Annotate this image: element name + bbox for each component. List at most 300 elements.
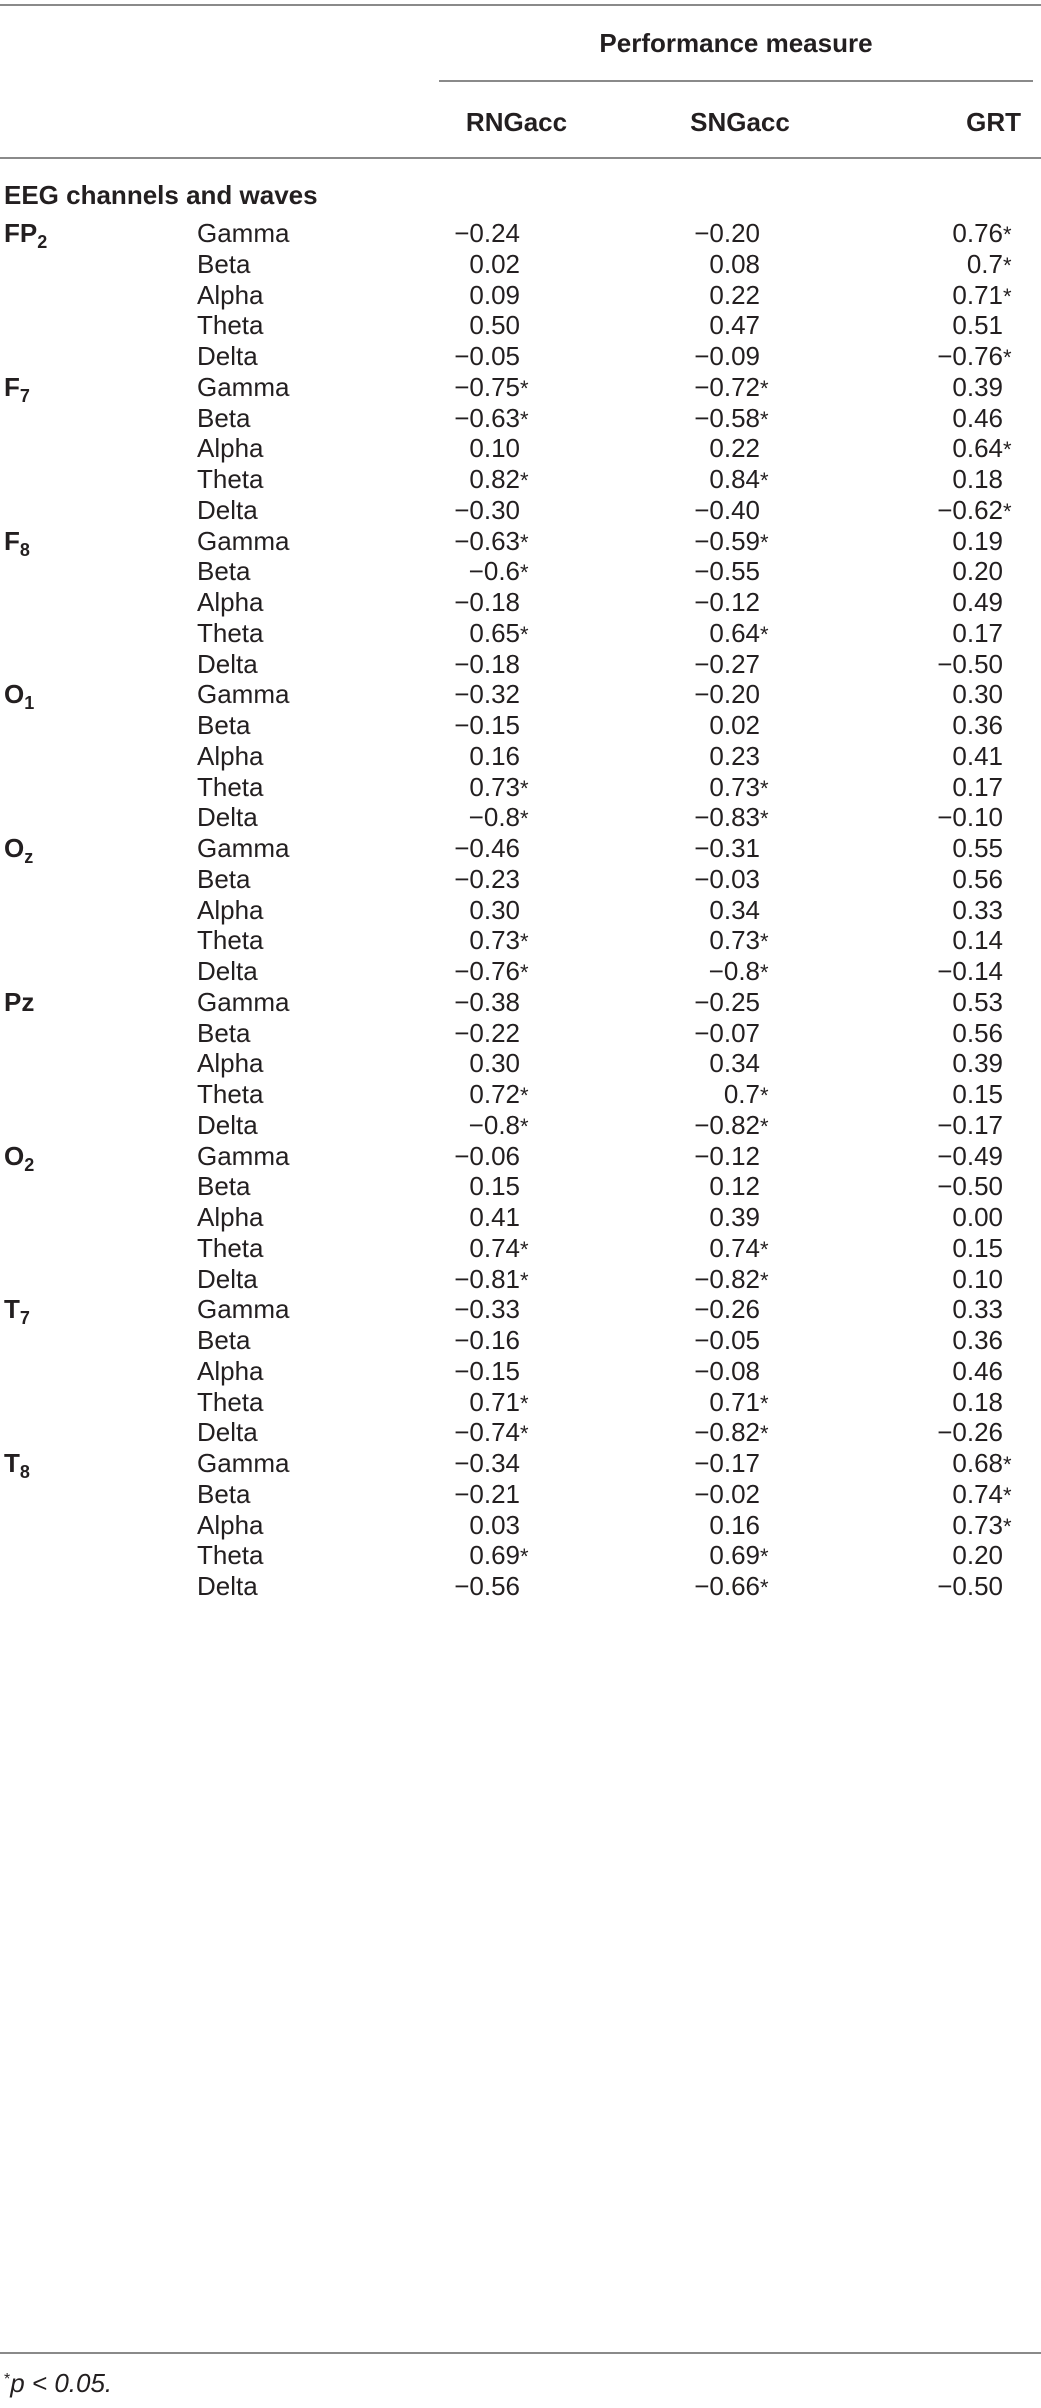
cell-value: −0.24 (454, 218, 520, 248)
cell-value: −0.76 (454, 956, 520, 986)
channel-subscript: 7 (19, 386, 30, 406)
cell-rngacc (415, 218, 535, 248)
cell-grt (900, 1510, 1018, 1542)
significance-mark: * (760, 776, 769, 801)
cell-value: 0.02 (709, 710, 760, 740)
cell-value: 0.19 (952, 526, 1003, 556)
cell-value: 0.73 (469, 925, 520, 955)
wave-label: Gamma (197, 1448, 290, 1478)
column-header-rngacc: RNGacc (465, 107, 568, 137)
cell-value: −0.40 (694, 495, 760, 525)
cell-sngacc (650, 464, 775, 496)
wave-label: Theta (197, 772, 264, 802)
cell-sngacc (650, 802, 775, 834)
wave-label: Theta (197, 1233, 264, 1263)
cell-value: −0.55 (694, 556, 760, 586)
cell-value: 0.03 (469, 1510, 520, 1540)
significance-mark: * (760, 1391, 769, 1416)
cell-rngacc (415, 1202, 535, 1232)
cell-grt (900, 495, 1018, 527)
cell-value: 0.02 (469, 249, 520, 279)
cell-sngacc (650, 372, 775, 404)
cell-sngacc (650, 956, 775, 988)
cell-sngacc (650, 1294, 775, 1324)
significance-mark: * (760, 806, 769, 831)
significance-mark: * (520, 1114, 529, 1139)
channel-name: Pz (4, 987, 35, 1017)
cell-sngacc (650, 310, 775, 340)
wave-label: Delta (197, 495, 258, 525)
cell-grt (900, 741, 1018, 771)
cell-value: 0.55 (952, 833, 1003, 863)
cell-sngacc (650, 1110, 775, 1142)
cell-value: 0.36 (952, 1325, 1003, 1355)
wave-label: Delta (197, 341, 258, 371)
cell-sngacc (650, 1571, 775, 1603)
cell-grt (900, 1325, 1018, 1355)
cell-rngacc (415, 1387, 535, 1419)
cell-grt (900, 895, 1018, 925)
cell-grt (900, 1110, 1018, 1140)
wave-label: Alpha (197, 1202, 264, 1232)
channel-subscript: 1 (24, 693, 35, 713)
significance-mark: * (1003, 499, 1012, 524)
channel-name: O (4, 679, 25, 709)
cell-value: −0.82 (694, 1264, 760, 1294)
cell-sngacc (650, 1387, 775, 1419)
cell-rngacc (415, 1448, 535, 1478)
cell-value: −0.33 (454, 1294, 520, 1324)
cell-value: 0.33 (952, 1294, 1003, 1324)
cell-value: −0.03 (694, 864, 760, 894)
cell-value: 0.17 (952, 772, 1003, 802)
cell-sngacc (650, 925, 775, 957)
cell-rngacc (415, 433, 535, 463)
cell-value: 0.15 (952, 1233, 1003, 1263)
cell-value: 0.39 (709, 1202, 760, 1232)
wave-label: Gamma (197, 679, 290, 709)
cell-value: 0.20 (952, 1540, 1003, 1570)
cell-value: 0.74 (469, 1233, 520, 1263)
channel-label (4, 372, 30, 406)
significance-mark: * (520, 622, 529, 647)
significance-mark: * (520, 468, 529, 493)
cell-value: 0.74 (709, 1233, 760, 1263)
significance-mark: * (760, 468, 769, 493)
wave-label: Theta (197, 1387, 264, 1417)
significance-mark: * (760, 1083, 769, 1108)
cell-sngacc (650, 1233, 775, 1265)
cell-value: 0.39 (952, 372, 1003, 402)
cell-value: 0.39 (952, 1048, 1003, 1078)
cell-grt (900, 526, 1018, 556)
significance-mark: * (520, 1237, 529, 1262)
cell-sngacc (650, 618, 775, 650)
channel-label (4, 526, 30, 560)
channel-subscript: 8 (19, 1462, 30, 1482)
cell-value: −0.66 (694, 1571, 760, 1601)
cell-value: −0.18 (454, 649, 520, 679)
cell-rngacc (415, 1540, 535, 1572)
cell-rngacc (415, 833, 535, 863)
cell-sngacc (650, 987, 775, 1017)
cell-grt (900, 556, 1018, 586)
cell-grt (900, 1387, 1018, 1417)
wave-label: Delta (197, 1264, 258, 1294)
cell-value: 0.30 (952, 679, 1003, 709)
cell-sngacc (650, 1417, 775, 1449)
cell-value: 0.30 (469, 1048, 520, 1078)
cell-rngacc (415, 864, 535, 894)
cell-value: 0.7 (723, 1079, 760, 1109)
cell-rngacc (415, 1171, 535, 1201)
significance-mark: * (520, 960, 529, 985)
channel-subscript: z (24, 847, 34, 867)
cell-sngacc (650, 1264, 775, 1296)
cell-value: 0.16 (469, 741, 520, 771)
significance-mark: * (760, 960, 769, 985)
cell-value: 0.00 (952, 1202, 1003, 1232)
channel-label (4, 987, 34, 1017)
cell-value: 0.64 (709, 618, 760, 648)
cell-value: −0.38 (454, 987, 520, 1017)
cell-value: −0.59 (694, 526, 760, 556)
cell-grt (900, 310, 1018, 340)
cell-grt (900, 341, 1018, 373)
cell-rngacc (415, 1479, 535, 1509)
cell-grt (900, 618, 1018, 648)
cell-grt (900, 1571, 1018, 1601)
cell-value: 0.09 (469, 280, 520, 310)
cell-grt (900, 710, 1018, 740)
cell-grt (900, 464, 1018, 494)
significance-mark: * (1003, 345, 1012, 370)
section-label: EEG channels and waves (4, 180, 318, 210)
cell-value: −0.8 (468, 1110, 520, 1140)
cell-value: 0.84 (709, 464, 760, 494)
cell-sngacc (650, 741, 775, 771)
cell-value: 0.68 (952, 1448, 1003, 1478)
wave-label: Alpha (197, 741, 264, 771)
cell-sngacc (650, 1202, 775, 1232)
channel-label (4, 1294, 30, 1328)
channel-label (4, 1448, 30, 1482)
cell-value: −0.75 (454, 372, 520, 402)
cell-rngacc (415, 772, 535, 804)
cell-sngacc (650, 495, 775, 525)
cell-value: 0.17 (952, 618, 1003, 648)
cell-rngacc (415, 1141, 535, 1171)
significance-mark: * (520, 376, 529, 401)
cell-grt (900, 1540, 1018, 1570)
channel-subscript: 8 (19, 540, 30, 560)
cell-rngacc (415, 464, 535, 496)
cell-grt (900, 956, 1018, 986)
significance-mark: * (760, 376, 769, 401)
channel-name: F (4, 526, 20, 556)
cell-value: −0.8 (708, 956, 760, 986)
cell-value: −0.46 (454, 833, 520, 863)
cell-rngacc (415, 1417, 535, 1449)
cell-value: −0.30 (454, 495, 520, 525)
cell-value: 0.46 (952, 1356, 1003, 1386)
cell-value: −0.63 (454, 526, 520, 556)
cell-rngacc (415, 802, 535, 834)
group-header: Performance measure (599, 28, 873, 58)
cell-value: 0.23 (709, 741, 760, 771)
cell-value: 0.7 (966, 249, 1003, 279)
footnote-mark: * (4, 2371, 11, 2388)
cell-sngacc (650, 403, 775, 435)
cell-value: −0.50 (937, 1171, 1003, 1201)
cell-rngacc (415, 1264, 535, 1296)
wave-label: Beta (197, 1171, 251, 1201)
wave-label: Delta (197, 802, 258, 832)
cell-grt (900, 433, 1018, 465)
cell-value: 0.82 (469, 464, 520, 494)
cell-value: 0.71 (952, 280, 1003, 310)
cell-value: 0.64 (952, 433, 1003, 463)
wave-label: Alpha (197, 1048, 264, 1078)
cell-value: −0.82 (694, 1417, 760, 1447)
wave-label: Beta (197, 864, 251, 894)
footnote-text: p < 0.05. (10, 2368, 113, 2398)
wave-label: Delta (197, 1417, 258, 1447)
cell-grt (900, 1356, 1018, 1386)
cell-value: −0.82 (694, 1110, 760, 1140)
cell-grt (900, 1479, 1018, 1511)
wave-label: Beta (197, 556, 251, 586)
cell-value: −0.26 (694, 1294, 760, 1324)
cell-sngacc (650, 710, 775, 740)
channel-name: O (4, 1141, 25, 1171)
wave-label: Gamma (197, 1294, 290, 1324)
cell-sngacc (650, 833, 775, 863)
wave-label: Delta (197, 1110, 258, 1140)
cell-value: −0.05 (454, 341, 520, 371)
cell-sngacc (650, 1356, 775, 1386)
wave-label: Theta (197, 1540, 264, 1570)
cell-rngacc (415, 710, 535, 740)
significance-mark: * (520, 1083, 529, 1108)
wave-label: Delta (197, 1571, 258, 1601)
wave-label: Gamma (197, 526, 290, 556)
wave-label: Delta (197, 649, 258, 679)
cell-value: 0.72 (469, 1079, 520, 1109)
cell-rngacc (415, 526, 535, 558)
wave-label: Beta (197, 1479, 251, 1509)
wave-label: Gamma (197, 1141, 290, 1171)
significance-mark: * (1003, 284, 1012, 309)
cell-grt (900, 218, 1018, 250)
wave-label: Delta (197, 956, 258, 986)
wave-label: Alpha (197, 280, 264, 310)
wave-label: Alpha (197, 1510, 264, 1540)
cell-value: −0.34 (454, 1448, 520, 1478)
cell-grt (900, 1048, 1018, 1078)
cell-rngacc (415, 372, 535, 404)
cell-value: 0.71 (709, 1387, 760, 1417)
cell-value: 0.18 (952, 1387, 1003, 1417)
footnote (4, 2368, 112, 2398)
channel-subscript: 2 (24, 1155, 35, 1175)
cell-value: 0.50 (469, 310, 520, 340)
cell-value: 0.41 (952, 741, 1003, 771)
cell-sngacc (650, 679, 775, 709)
cell-value: −0.25 (694, 987, 760, 1017)
cell-rngacc (415, 1079, 535, 1111)
cell-value: −0.17 (937, 1110, 1003, 1140)
cell-value: −0.06 (454, 1141, 520, 1171)
significance-mark: * (520, 806, 529, 831)
significance-mark: * (760, 622, 769, 647)
cell-rngacc (415, 495, 535, 525)
significance-mark: * (520, 407, 529, 432)
cell-value: 0.49 (952, 587, 1003, 617)
cell-value: 0.73 (709, 772, 760, 802)
cell-sngacc (650, 218, 775, 248)
wave-label: Gamma (197, 833, 290, 863)
significance-mark: * (760, 407, 769, 432)
cell-value: −0.63 (454, 403, 520, 433)
cell-grt (900, 1417, 1018, 1447)
cell-grt (900, 864, 1018, 894)
cell-value: 0.14 (952, 925, 1003, 955)
cell-value: 0.15 (952, 1079, 1003, 1109)
cell-grt (900, 679, 1018, 709)
channel-name: F (4, 372, 20, 402)
cell-grt (900, 772, 1018, 802)
cell-value: −0.10 (937, 802, 1003, 832)
cell-sngacc (650, 587, 775, 617)
cell-value: −0.16 (454, 1325, 520, 1355)
cell-value: −0.21 (454, 1479, 520, 1509)
cell-value: 0.56 (952, 864, 1003, 894)
cell-value: 0.12 (709, 1171, 760, 1201)
cell-rngacc (415, 587, 535, 617)
cell-rngacc (415, 1356, 535, 1386)
cell-value: −0.32 (454, 679, 520, 709)
cell-value: 0.71 (469, 1387, 520, 1417)
channel-subscript: 2 (37, 232, 48, 252)
cell-value: −0.08 (694, 1356, 760, 1386)
cell-value: −0.14 (937, 956, 1003, 986)
cell-value: 0.18 (952, 464, 1003, 494)
cell-value: 0.16 (709, 1510, 760, 1540)
channel-name: T (4, 1294, 20, 1324)
cell-value: 0.69 (709, 1540, 760, 1570)
cell-grt (900, 280, 1018, 312)
cell-value: 0.30 (469, 895, 520, 925)
cell-value: −0.20 (694, 218, 760, 248)
cell-value: 0.73 (709, 925, 760, 955)
cell-rngacc (415, 956, 535, 988)
significance-mark: * (760, 1114, 769, 1139)
significance-mark: * (760, 530, 769, 555)
cell-value: 0.53 (952, 987, 1003, 1017)
cell-value: 0.74 (952, 1479, 1003, 1509)
cell-value: −0.62 (937, 495, 1003, 525)
cell-value: −0.22 (454, 1018, 520, 1048)
cell-value: −0.76 (937, 341, 1003, 371)
wave-label: Gamma (197, 987, 290, 1017)
cell-value: −0.20 (694, 679, 760, 709)
channel-label (4, 1141, 35, 1175)
cell-grt (900, 1141, 1018, 1171)
wave-label: Theta (197, 464, 264, 494)
cell-value: 0.22 (709, 433, 760, 463)
cell-rngacc (415, 1294, 535, 1324)
cell-sngacc (650, 1448, 775, 1478)
cell-rngacc (415, 1048, 535, 1078)
wave-label: Theta (197, 1079, 264, 1109)
cell-value: −0.83 (694, 802, 760, 832)
cell-grt (900, 1171, 1018, 1201)
cell-value: −0.8 (468, 802, 520, 832)
cell-value: 0.36 (952, 710, 1003, 740)
cell-rngacc (415, 925, 535, 957)
significance-mark: * (520, 1268, 529, 1293)
significance-mark: * (760, 929, 769, 954)
significance-mark: * (760, 1237, 769, 1262)
cell-sngacc (650, 1325, 775, 1355)
cell-value: −0.50 (937, 1571, 1003, 1601)
significance-mark: * (1003, 1452, 1012, 1477)
table-bottom-rule (0, 2352, 1041, 2354)
wave-label: Gamma (197, 372, 290, 402)
cell-sngacc (650, 864, 775, 894)
cell-value: −0.58 (694, 403, 760, 433)
channel-name: FP (4, 218, 38, 248)
cell-value: −0.56 (454, 1571, 520, 1601)
cell-grt (900, 925, 1018, 955)
cell-rngacc (415, 895, 535, 925)
significance-mark: * (520, 1421, 529, 1446)
cell-rngacc (415, 556, 535, 588)
cell-rngacc (415, 1325, 535, 1355)
significance-mark: * (520, 1544, 529, 1569)
cell-sngacc (650, 649, 775, 679)
wave-label: Beta (197, 1325, 251, 1355)
cell-value: 0.20 (952, 556, 1003, 586)
cell-value: −0.17 (694, 1448, 760, 1478)
cell-value: 0.47 (709, 310, 760, 340)
cell-grt (900, 649, 1018, 679)
cell-grt (900, 1448, 1018, 1480)
cell-sngacc (650, 1079, 775, 1111)
cell-value: 0.69 (469, 1540, 520, 1570)
cell-value: −0.15 (454, 1356, 520, 1386)
cell-value: −0.05 (694, 1325, 760, 1355)
cell-value: −0.74 (454, 1417, 520, 1447)
cell-grt (900, 1079, 1018, 1109)
cell-rngacc (415, 618, 535, 650)
cell-grt (900, 1233, 1018, 1263)
channel-subscript: 7 (19, 1308, 30, 1328)
cell-sngacc (650, 280, 775, 310)
cell-value: −0.49 (937, 1141, 1003, 1171)
cell-value: −0.72 (694, 372, 760, 402)
cell-rngacc (415, 403, 535, 435)
wave-label: Alpha (197, 1356, 264, 1386)
cell-value: 0.73 (952, 1510, 1003, 1540)
wave-label: Alpha (197, 895, 264, 925)
channel-label (4, 833, 34, 867)
wave-label: Theta (197, 925, 264, 955)
significance-mark: * (520, 929, 529, 954)
cell-value: 0.15 (469, 1171, 520, 1201)
cell-rngacc (415, 1510, 535, 1540)
